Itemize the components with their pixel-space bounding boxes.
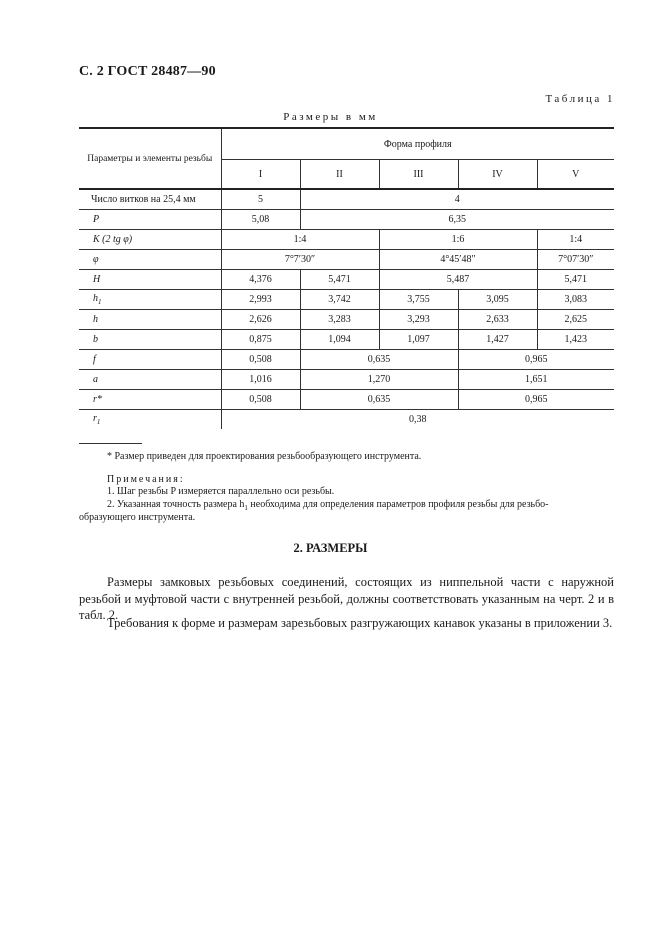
paragraph-2	[79, 615, 614, 632]
cell: 3,283	[300, 310, 379, 330]
note-2-text-a: 2. Указанная точность размера h	[107, 499, 245, 510]
cell: 0,965	[458, 390, 614, 410]
cell: 4	[300, 189, 614, 210]
table-row	[79, 310, 614, 330]
cell: 0,38	[221, 410, 614, 430]
cell: 2,633	[458, 310, 537, 330]
cell: 0,635	[300, 350, 458, 370]
footnote: * Размер приведен для проектирования резьбообразующего инструмента.	[107, 451, 422, 462]
table-row	[79, 210, 614, 230]
row-label: P	[79, 210, 221, 230]
profile-v: V	[537, 160, 614, 190]
row-label	[79, 290, 221, 310]
paragraph-2-text: Требования к форме и размерам зарезьбовых разгружающих канавок указаны в приложении 3.	[107, 616, 613, 630]
paragraph-1-text: Размеры замковых резьбовых соединений, состоящих из ниппельной части с наружной резьбой и муфтовой части с внутренней резьбой, должны соответствовать указанным на черт. 2 и в табл. 2.	[79, 575, 614, 622]
note-2	[107, 499, 549, 512]
row-label-text: h	[93, 293, 98, 304]
cell: 6,35	[300, 210, 614, 230]
cell: 1:4	[221, 230, 379, 250]
row-label: H	[79, 270, 221, 290]
cell: 3,293	[379, 310, 458, 330]
row-label	[79, 410, 221, 430]
table-row	[79, 410, 614, 430]
cell: 7°07′30″	[537, 250, 614, 270]
cell: 2,993	[221, 290, 300, 310]
cell: 1,094	[300, 330, 379, 350]
table-row	[79, 330, 614, 350]
row-label-sub: 1	[98, 298, 102, 306]
table-header-row	[79, 128, 614, 160]
cell: 1,423	[537, 330, 614, 350]
profile-i: I	[221, 160, 300, 190]
row-label-sub: 1	[96, 418, 101, 426]
cell: 3,755	[379, 290, 458, 310]
profile-iii: III	[379, 160, 458, 190]
cell: 3,742	[300, 290, 379, 310]
row-label-text: r	[93, 413, 97, 424]
footnote-divider	[79, 443, 142, 444]
note-2-sub: 1	[244, 504, 248, 512]
table-row	[79, 230, 614, 250]
cell: 5,487	[379, 270, 537, 290]
cell: 4°45′48″	[379, 250, 537, 270]
row-label: K (2 tg φ)	[79, 230, 221, 250]
cell: 1,651	[458, 370, 614, 390]
cell: 5,08	[221, 210, 300, 230]
profile-header: Форма профиля	[221, 128, 614, 160]
table-row	[79, 370, 614, 390]
cell: 1:6	[379, 230, 537, 250]
cell: 0,508	[221, 390, 300, 410]
table-caption: Размеры в мм	[283, 111, 378, 123]
table-row	[79, 390, 614, 410]
cell: 1,270	[300, 370, 458, 390]
cell: 2,625	[537, 310, 614, 330]
cell: 0,965	[458, 350, 614, 370]
cell: 5	[221, 189, 300, 210]
dimensions-table	[79, 127, 614, 429]
row-label: Число витков на 25,4 мм	[79, 189, 221, 210]
row-label: b	[79, 330, 221, 350]
table-row	[79, 270, 614, 290]
row-label: φ	[79, 250, 221, 270]
cell: 4,376	[221, 270, 300, 290]
cell: 1,427	[458, 330, 537, 350]
section-title: 2. РАЗМЕРЫ	[293, 541, 368, 555]
table-row	[79, 290, 614, 310]
table-number: Таблица 1	[545, 93, 615, 105]
row-label: h	[79, 310, 221, 330]
cell: 1,016	[221, 370, 300, 390]
profile-ii: II	[300, 160, 379, 190]
profile-iv: IV	[458, 160, 537, 190]
note-2-text-b: необходима для определения параметров профиля резьбы для резьбо-	[247, 499, 549, 510]
table-row	[79, 350, 614, 370]
param-header: Параметры и элементы резьбы	[87, 153, 213, 164]
row-label: f	[79, 350, 221, 370]
page-header: С. 2 ГОСТ 28487—90	[79, 64, 216, 79]
cell: 0,635	[300, 390, 458, 410]
cell: 1:4	[537, 230, 614, 250]
table-row	[79, 189, 614, 210]
row-label: a	[79, 370, 221, 390]
note-2-continued: образующего инструмента.	[79, 512, 196, 523]
cell: 0,875	[221, 330, 300, 350]
cell: 3,083	[537, 290, 614, 310]
cell: 5,471	[537, 270, 614, 290]
note-1: 1. Шаг резьбы P измеряется параллельно оси резьбы.	[107, 486, 335, 497]
notes-title: Примечания:	[107, 474, 185, 485]
cell: 2,626	[221, 310, 300, 330]
cell: 5,471	[300, 270, 379, 290]
table-row	[79, 250, 614, 270]
cell: 3,095	[458, 290, 537, 310]
row-label: r*	[79, 390, 221, 410]
cell: 7°7′30″	[221, 250, 379, 270]
param-header-cell	[79, 128, 221, 189]
cell: 1,097	[379, 330, 458, 350]
cell: 0,508	[221, 350, 300, 370]
